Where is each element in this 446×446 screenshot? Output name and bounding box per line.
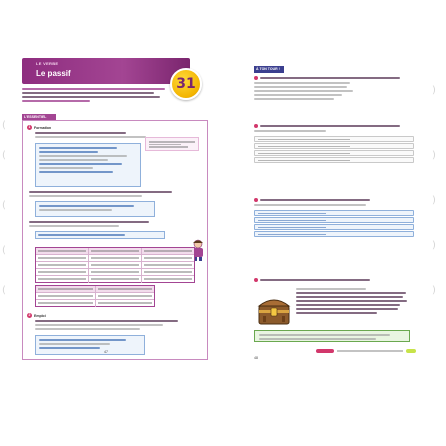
conjugation-table	[35, 247, 195, 283]
exercise-number-icon	[254, 198, 258, 202]
exercise-tag: À TON TOUR !	[254, 66, 284, 73]
chapter-number-badge: 31	[170, 68, 202, 100]
essentiel-box	[22, 120, 208, 360]
section-heading	[27, 125, 51, 130]
exercise-number-icon	[254, 124, 258, 128]
section-number: 1	[28, 125, 31, 129]
page-edge-mark: )	[432, 240, 436, 251]
section-text	[29, 221, 179, 229]
page-edge-mark: (	[2, 120, 6, 131]
exercise-number-icon	[254, 76, 258, 80]
section-text	[29, 191, 179, 199]
answer-line[interactable]	[254, 136, 414, 142]
right-page	[250, 66, 420, 360]
note-box	[145, 137, 199, 151]
answer-line[interactable]	[254, 210, 414, 216]
exercise-block	[254, 278, 414, 284]
page-number: 47	[104, 350, 108, 354]
page-edge-mark: (	[2, 245, 6, 256]
answer-line[interactable]	[254, 231, 414, 237]
answer-line[interactable]	[254, 143, 414, 149]
bottom-nav-bar	[316, 348, 416, 354]
answer-line[interactable]	[254, 224, 414, 230]
left-page	[14, 58, 218, 360]
section-label: Emploi	[34, 313, 46, 318]
section-number: 2	[28, 313, 31, 317]
answer-line[interactable]	[254, 150, 414, 156]
section-kicker: LE VERBE	[36, 61, 59, 66]
page-edge-mark: (	[2, 200, 6, 211]
section-label: Formation	[34, 125, 52, 130]
page-edge-mark: )	[432, 285, 436, 296]
page-number: 48	[254, 356, 258, 360]
answer-line[interactable]	[254, 217, 414, 223]
exercise-block	[254, 198, 414, 238]
example-box	[35, 201, 155, 217]
answer-line[interactable]	[254, 157, 414, 163]
nav-pill-icon	[316, 349, 334, 353]
page-edge-mark: (	[2, 285, 6, 296]
page-edge-mark: (	[2, 150, 6, 161]
treasure-chest-icon	[256, 292, 292, 328]
example-box	[35, 335, 145, 355]
example-box	[35, 143, 141, 187]
nav-lime-icon	[406, 349, 416, 353]
exercise-text	[296, 288, 412, 316]
section-heading	[27, 313, 46, 318]
essentiel-tag: L'ESSENTIEL	[22, 114, 56, 120]
exercise-number-icon	[254, 278, 258, 282]
page-edge-mark: )	[432, 85, 436, 96]
chapter-title: Le passif	[36, 69, 71, 78]
chapter-banner	[22, 58, 190, 84]
exercise-block	[254, 124, 414, 164]
intro-text	[22, 88, 172, 104]
example-box	[35, 231, 165, 239]
section-text	[35, 320, 185, 332]
example-table	[35, 285, 155, 307]
exercise-block	[254, 76, 414, 102]
answer-box[interactable]	[254, 330, 410, 342]
page-edge-mark: )	[432, 150, 436, 161]
page-edge-mark: )	[432, 195, 436, 206]
